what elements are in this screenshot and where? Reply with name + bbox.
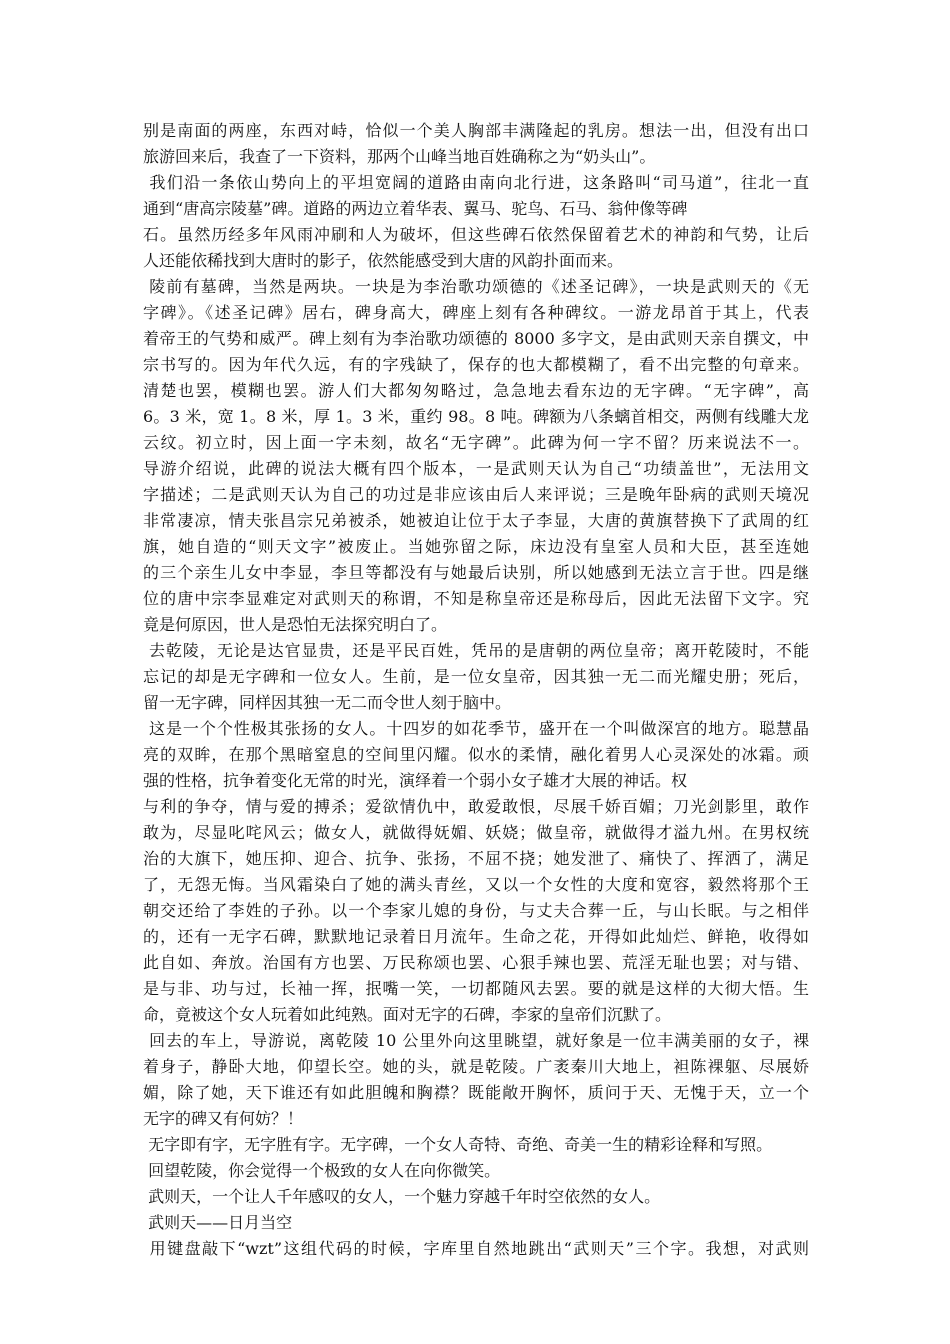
text-line: 回去的车上，导游说，离乾陵 10 公里外向这里眺望，就好象是一位丰满美丽的女子，裸: [143, 1031, 809, 1050]
text-line: 去乾陵，无论是达官显贵，还是平民百姓，凭吊的是唐朝的两位皇帝；离开乾陵时，不能: [143, 641, 809, 660]
text-line: 非常凄凉，情夫张昌宗兄弟被杀，她被迫让位于太子李显，大唐的黄旗替换下了武周的红: [143, 511, 809, 530]
text-line: 用键盘敲下“wzt”这组代码的时候，字库里自然地跳出“武则天”三个字。我想，对武则: [143, 1239, 809, 1258]
text-line: 与利的争夺，情与爱的搏杀；爱欲情仇中，敢爱敢恨，尽展千娇百媚；刀光剑影里，敢作: [143, 797, 809, 816]
text-line: 此自如、奔放。治国有方也罢、万民称颂也罢、心狠手辣也罢、荒淫无耻也罢；对与错、: [143, 953, 809, 972]
document-page: [143, 118, 809, 1262]
text-line: 人还能依稀找到大唐时的影子，依然能感受到大唐的风韵扑面而来。: [143, 251, 624, 270]
text-line: 云纹。初立时，因上面一字未刻，故名“无字碑”。此碑为何一字不留？历来说法不一。: [143, 433, 809, 452]
text-line: 着身子，静卧大地，仰望长空。她的头，就是乾陵。广袤秦川大地上，袒陈裸躯、尽展娇: [143, 1057, 809, 1076]
text-line: 了，无怨无悔。当风霜染白了她的满头青丝，又以一个女性的大度和宽容，毅然将那个王: [143, 875, 809, 894]
text-line: 是与非、功与过，长袖一挥，抿嘴一笑，一切都随风去罢。要的就是这样的大彻大悟。生: [143, 979, 809, 998]
text-line: 媚，除了她，天下谁还有如此胆魄和胸襟？既能敞开胸怀，质问于天、无愧于天，立一个: [143, 1083, 809, 1102]
text-line: 朝交还给了李姓的子孙。以一个李家儿媳的身份，与丈夫合葬一丘，与山长眠。与之相伴: [143, 901, 809, 920]
text-line: 无字的碑又有何妨？！: [143, 1109, 304, 1128]
text-line: 留一无字碑，同样因其独一无二而令世人刻于脑中。: [143, 693, 512, 712]
text-line: 别是南面的两座，东西对峙，恰似一个美人胸部丰满隆起的乳房。想法一出，但没有出口: [143, 121, 809, 140]
text-line: 6。3 米，宽 1。8 米，厚 1。3 米，重约 98。8 吨。碑额为八条螭首相交，两侧有线雕大龙: [143, 407, 809, 426]
text-line: 旗，她自造的“则天文字”被废止。当她弥留之际，床边没有皇室人员和大臣，甚至连她: [143, 537, 809, 556]
text-line: 我们沿一条依山势向上的平坦宽阔的道路由南向北行进，这条路叫“司马道”，往北一直: [143, 173, 809, 192]
text-line: 导游介绍说，此碑的说法大概有四个版本，一是武则天认为自己“功绩盖世”，无法用文: [143, 459, 809, 478]
text-line: 命，竟被这个女人玩着如此纯熟。面对无字的石碑，李家的皇帝们沉默了。: [143, 1005, 672, 1024]
text-line: 位的唐中宗李显难定对武则天的称谓，不知是称皇帝还是称母后，因此无法留下文字。究: [143, 589, 809, 608]
text-line: 字碑》。《述圣记碑》居右，碑身高大，碑座上刻有各种碑纹。一游龙昂首于其上，代表: [143, 303, 809, 322]
text-line: 清楚也罢，模糊也罢。游人们大都匆匆略过，急急地去看东边的无字碑。“无字碑”，高: [143, 381, 809, 400]
text-line: 陵前有墓碑，当然是两块。一块是为李治歌功颂德的《述圣记碑》，一块是武则天的《无: [143, 277, 809, 296]
text-line: 这是一个个性极其张扬的女人。十四岁的如花季节，盛开在一个叫做深宫的地方。聪慧晶: [143, 719, 809, 738]
text-line: 宗书写的。因为年代久远，有的字残缺了，保存的也大都模糊了，看不出完整的句章来。: [143, 355, 809, 374]
text-line: 武则天——日月当空: [143, 1213, 293, 1232]
text-line: 字描述；二是武则天认为自己的功过是非应该由后人来评说；三是晚年卧病的武则天境况: [143, 485, 809, 504]
text-line: 石。虽然历经多年风雨冲刷和人为破坏，但这些碑石依然保留着艺术的神韵和气势，让后: [143, 225, 809, 244]
text-line: 竟是何原因，世人是恐怕无法探究明白了。: [143, 615, 448, 634]
text-line: 通到“唐高宗陵墓”碑。道路的两边立着华表、翼马、驼鸟、石马、翁仲像等碑: [143, 199, 688, 218]
text-line: 的三个亲生儿女中李显，李旦等都没有与她最后诀别，所以她感到无法立言于世。四是继: [143, 563, 809, 582]
text-line: 强的性格，抗争着变化无常的时光，演绎着一个弱小女子雄才大展的神话。权: [143, 771, 688, 790]
text-line: 的，还有一无字石碑，默默地记录着日月流年。生命之花，开得如此灿烂、鲜艳，收得如: [143, 927, 809, 946]
text-line: 敢为，尽显叱咤风云；做女人，就做得妩媚、妖娆；做皇帝，就做得才溢九州。在男权统: [143, 823, 809, 842]
text-line: 亮的双眸，在那个黑暗窒息的空间里闪耀。似水的柔情，融化着男人心灵深处的冰霜。顽: [143, 745, 809, 764]
text-line: 忘记的却是无字碑和一位女人。生前，是一位女皇帝，因其独一无二而光耀史册；死后，: [143, 667, 809, 686]
text-line: 治的大旗下，她压抑、迎合、抗争、张扬，不屈不挠；她发泄了、痛快了、挥洒了，满足: [143, 849, 809, 868]
text-line: 无字即有字，无字胜有字。无字碑，一个女人奇特、奇绝、奇美一生的精彩诠释和写照。: [143, 1135, 773, 1154]
text-line: 着帝王的气势和威严。碑上刻有为李治歌功颂德的 8000 多字文，是由武则天亲自撰文，中: [143, 329, 809, 348]
text-line: 武则天，一个让人千年感叹的女人，一个魅力穿越千年时空依然的女人。: [143, 1187, 661, 1206]
text-line: 回望乾陵，你会觉得一个极致的女人在向你微笑。: [143, 1161, 501, 1180]
text-line: 旅游回来后，我查了一下资料，那两个山峰当地百姓确称之为“奶头山”。: [143, 147, 656, 166]
